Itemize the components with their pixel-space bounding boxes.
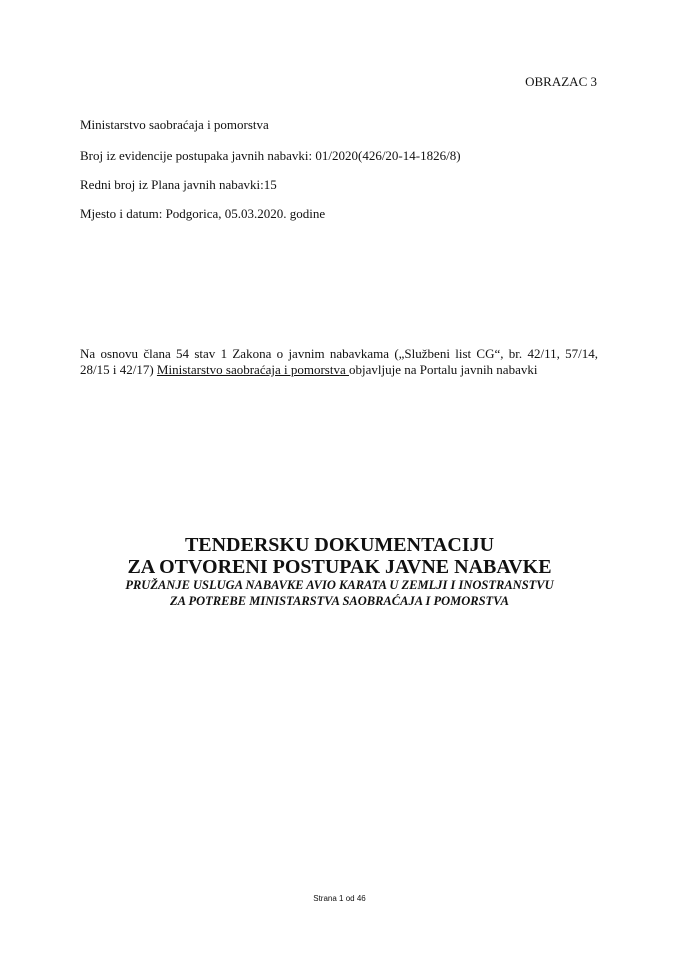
- document-subtitle-line2: ZA POTREBE MINISTARSTVA SAOBRAĆAJA I POMORSTVA: [170, 594, 509, 608]
- place-date: Mjesto i datum: Podgorica, 05.03.2020. godine: [80, 206, 326, 221]
- record-number: Broj iz evidencije postupaka javnih nabavki: 01/2020(426/20-14-1826/8): [80, 148, 461, 163]
- plan-number: Redni broj iz Plana javnih nabavki:15: [80, 177, 277, 192]
- intro-paragraph: [80, 346, 598, 378]
- ministry-name: Ministarstvo saobraćaja i pomorstva: [80, 117, 269, 132]
- document-title-line1: TENDERSKU DOKUMENTACIJU: [184, 534, 495, 556]
- document-subtitle-line1: PRUŽANJE USLUGA NABAVKE AVIO KARATA U ZEMLJI I INOSTRANSTVU: [125, 578, 554, 592]
- form-label: OBRAZAC 3: [525, 74, 597, 89]
- intro-text-before: Na osnovu člana 54 stav 1 Zakona o javnim nabavkama („Službeni list CG“, br. 42/11, 57/14, 28/15 i 42/17): [80, 346, 598, 377]
- document-title-line2: ZA OTVORENI POSTUPAK JAVNE NABAVKE: [127, 556, 552, 578]
- intro-text-after: objavljuje na Portalu javnih nabavki: [349, 362, 538, 377]
- page-number-footer: Strana 1 od 46: [313, 894, 366, 903]
- intro-underlined-ministry: Ministarstvo saobraćaja i pomorstva: [156, 362, 349, 377]
